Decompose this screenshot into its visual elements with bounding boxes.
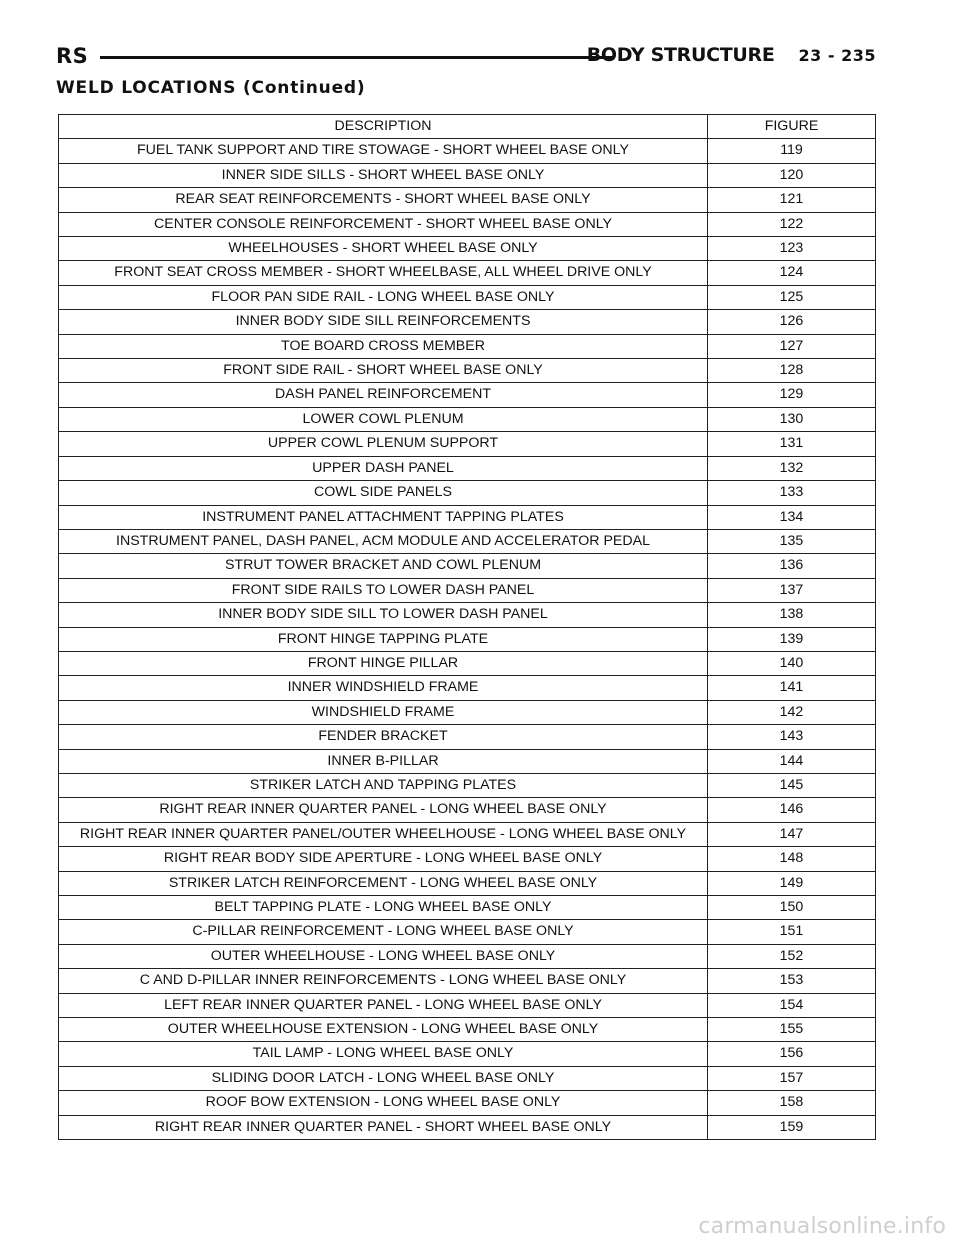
figure-cell: 134 (708, 505, 876, 529)
figure-cell: 150 (708, 896, 876, 920)
figure-cell: 122 (708, 212, 876, 236)
table-row (59, 627, 876, 651)
header-model-code: RS (56, 44, 89, 68)
description-cell: INSTRUMENT PANEL ATTACHMENT TAPPING PLATES (59, 505, 708, 529)
header-right (587, 44, 876, 66)
table-row (59, 285, 876, 309)
description-cell: FUEL TANK SUPPORT AND TIRE STOWAGE - SHORT WHEEL BASE ONLY (59, 139, 708, 163)
description-cell: STRIKER LATCH AND TAPPING PLATES (59, 773, 708, 797)
table-row (59, 896, 876, 920)
figure-cell: 157 (708, 1066, 876, 1090)
table-row (59, 944, 876, 968)
description-cell: WINDSHIELD FRAME (59, 700, 708, 724)
description-cell: BELT TAPPING PLATE - LONG WHEEL BASE ONLY (59, 896, 708, 920)
figure-cell: 136 (708, 554, 876, 578)
description-cell: TOE BOARD CROSS MEMBER (59, 334, 708, 358)
figure-cell: 126 (708, 310, 876, 334)
table-row (59, 505, 876, 529)
description-cell: FRONT SIDE RAILS TO LOWER DASH PANEL (59, 578, 708, 602)
figure-cell: 152 (708, 944, 876, 968)
table-row (59, 676, 876, 700)
table-row (59, 554, 876, 578)
description-cell: COWL SIDE PANELS (59, 481, 708, 505)
table-row (59, 700, 876, 724)
figure-cell: 125 (708, 285, 876, 309)
description-cell: INNER WINDSHIELD FRAME (59, 676, 708, 700)
description-cell: OUTER WHEELHOUSE EXTENSION - LONG WHEEL BASE ONLY (59, 1018, 708, 1042)
table-row (59, 261, 876, 285)
description-cell: CENTER CONSOLE REINFORCEMENT - SHORT WHEEL BASE ONLY (59, 212, 708, 236)
table-row (59, 1115, 876, 1139)
figure-cell: 133 (708, 481, 876, 505)
figure-cell: 131 (708, 432, 876, 456)
table-row (59, 749, 876, 773)
figure-cell: 156 (708, 1042, 876, 1066)
figure-cell: 142 (708, 700, 876, 724)
figure-cell: 128 (708, 359, 876, 383)
description-cell: INSTRUMENT PANEL, DASH PANEL, ACM MODULE AND ACCELERATOR PEDAL (59, 529, 708, 553)
description-cell: INNER BODY SIDE SILL TO LOWER DASH PANEL (59, 603, 708, 627)
table-row (59, 456, 876, 480)
table-row (59, 969, 876, 993)
table-header-row (59, 115, 876, 139)
description-cell: FLOOR PAN SIDE RAIL - LONG WHEEL BASE ONLY (59, 285, 708, 309)
description-cell: FRONT SIDE RAIL - SHORT WHEEL BASE ONLY (59, 359, 708, 383)
table-row (59, 773, 876, 797)
table-row (59, 1018, 876, 1042)
figure-cell: 148 (708, 847, 876, 871)
figure-cell: 137 (708, 578, 876, 602)
description-cell: REAR SEAT REINFORCEMENTS - SHORT WHEEL BASE ONLY (59, 188, 708, 212)
figure-cell: 153 (708, 969, 876, 993)
table-row (59, 822, 876, 846)
description-cell: RIGHT REAR INNER QUARTER PANEL - SHORT WHEEL BASE ONLY (59, 1115, 708, 1139)
figure-cell: 154 (708, 993, 876, 1017)
figure-cell: 124 (708, 261, 876, 285)
description-cell: C-PILLAR REINFORCEMENT - LONG WHEEL BASE ONLY (59, 920, 708, 944)
description-cell: STRUT TOWER BRACKET AND COWL PLENUM (59, 554, 708, 578)
table-row (59, 871, 876, 895)
figure-cell: 123 (708, 237, 876, 261)
figure-cell: 146 (708, 798, 876, 822)
column-header-figure: FIGURE (708, 115, 876, 139)
figure-cell: 141 (708, 676, 876, 700)
description-cell: FRONT HINGE PILLAR (59, 651, 708, 675)
figure-cell: 151 (708, 920, 876, 944)
description-cell: INNER SIDE SILLS - SHORT WHEEL BASE ONLY (59, 163, 708, 187)
figure-cell: 132 (708, 456, 876, 480)
table-row (59, 1066, 876, 1090)
description-cell: OUTER WHEELHOUSE - LONG WHEEL BASE ONLY (59, 944, 708, 968)
watermark: carmanualsonline.info (698, 1214, 946, 1239)
table-row (59, 993, 876, 1017)
description-cell: RIGHT REAR INNER QUARTER PANEL/OUTER WHEELHOUSE - LONG WHEEL BASE ONLY (59, 822, 708, 846)
description-cell: UPPER DASH PANEL (59, 456, 708, 480)
table-row (59, 237, 876, 261)
table-row (59, 578, 876, 602)
table-row (59, 310, 876, 334)
page-header (56, 44, 876, 74)
description-cell: C AND D-PILLAR INNER REINFORCEMENTS - LONG WHEEL BASE ONLY (59, 969, 708, 993)
header-rule (100, 56, 614, 59)
table-row (59, 432, 876, 456)
figure-cell: 145 (708, 773, 876, 797)
section-subtitle: WELD LOCATIONS (Continued) (56, 78, 366, 98)
description-cell: FENDER BRACKET (59, 725, 708, 749)
table-row (59, 383, 876, 407)
description-cell: RIGHT REAR INNER QUARTER PANEL - LONG WHEEL BASE ONLY (59, 798, 708, 822)
description-cell: ROOF BOW EXTENSION - LONG WHEEL BASE ONLY (59, 1091, 708, 1115)
figure-cell: 121 (708, 188, 876, 212)
table-row (59, 212, 876, 236)
description-cell: UPPER COWL PLENUM SUPPORT (59, 432, 708, 456)
description-cell: DASH PANEL REINFORCEMENT (59, 383, 708, 407)
figure-cell: 138 (708, 603, 876, 627)
table-row (59, 407, 876, 431)
description-cell: LOWER COWL PLENUM (59, 407, 708, 431)
figure-cell: 127 (708, 334, 876, 358)
table-row (59, 359, 876, 383)
figure-cell: 119 (708, 139, 876, 163)
table-row (59, 529, 876, 553)
table-body (59, 139, 876, 1140)
description-cell: RIGHT REAR BODY SIDE APERTURE - LONG WHEEL BASE ONLY (59, 847, 708, 871)
table-row (59, 1091, 876, 1115)
figure-cell: 143 (708, 725, 876, 749)
table-row (59, 1042, 876, 1066)
table-row (59, 188, 876, 212)
table-row (59, 651, 876, 675)
figure-cell: 149 (708, 871, 876, 895)
table-row (59, 798, 876, 822)
figure-cell: 129 (708, 383, 876, 407)
description-cell: INNER B-PILLAR (59, 749, 708, 773)
figure-cell: 139 (708, 627, 876, 651)
description-cell: STRIKER LATCH REINFORCEMENT - LONG WHEEL BASE ONLY (59, 871, 708, 895)
header-section-title: BODY STRUCTURE (586, 44, 775, 66)
description-cell: LEFT REAR INNER QUARTER PANEL - LONG WHEEL BASE ONLY (59, 993, 708, 1017)
figure-cell: 155 (708, 1018, 876, 1042)
table-row (59, 163, 876, 187)
table-row (59, 481, 876, 505)
table-row (59, 334, 876, 358)
figure-cell: 159 (708, 1115, 876, 1139)
figure-cell: 120 (708, 163, 876, 187)
header-page-number: 23 - 235 (798, 46, 876, 65)
description-cell: INNER BODY SIDE SILL REINFORCEMENTS (59, 310, 708, 334)
figure-cell: 130 (708, 407, 876, 431)
figure-cell: 135 (708, 529, 876, 553)
table-row (59, 847, 876, 871)
description-cell: SLIDING DOOR LATCH - LONG WHEEL BASE ONLY (59, 1066, 708, 1090)
table-row (59, 920, 876, 944)
figure-cell: 144 (708, 749, 876, 773)
description-cell: TAIL LAMP - LONG WHEEL BASE ONLY (59, 1042, 708, 1066)
column-header-description: DESCRIPTION (59, 115, 708, 139)
table-row (59, 725, 876, 749)
table-row (59, 603, 876, 627)
description-cell: FRONT SEAT CROSS MEMBER - SHORT WHEELBASE, ALL WHEEL DRIVE ONLY (59, 261, 708, 285)
figure-cell: 140 (708, 651, 876, 675)
description-cell: WHEELHOUSES - SHORT WHEEL BASE ONLY (59, 237, 708, 261)
figure-cell: 147 (708, 822, 876, 846)
table-row (59, 139, 876, 163)
figure-cell: 158 (708, 1091, 876, 1115)
description-cell: FRONT HINGE TAPPING PLATE (59, 627, 708, 651)
weld-locations-table (58, 114, 876, 1140)
